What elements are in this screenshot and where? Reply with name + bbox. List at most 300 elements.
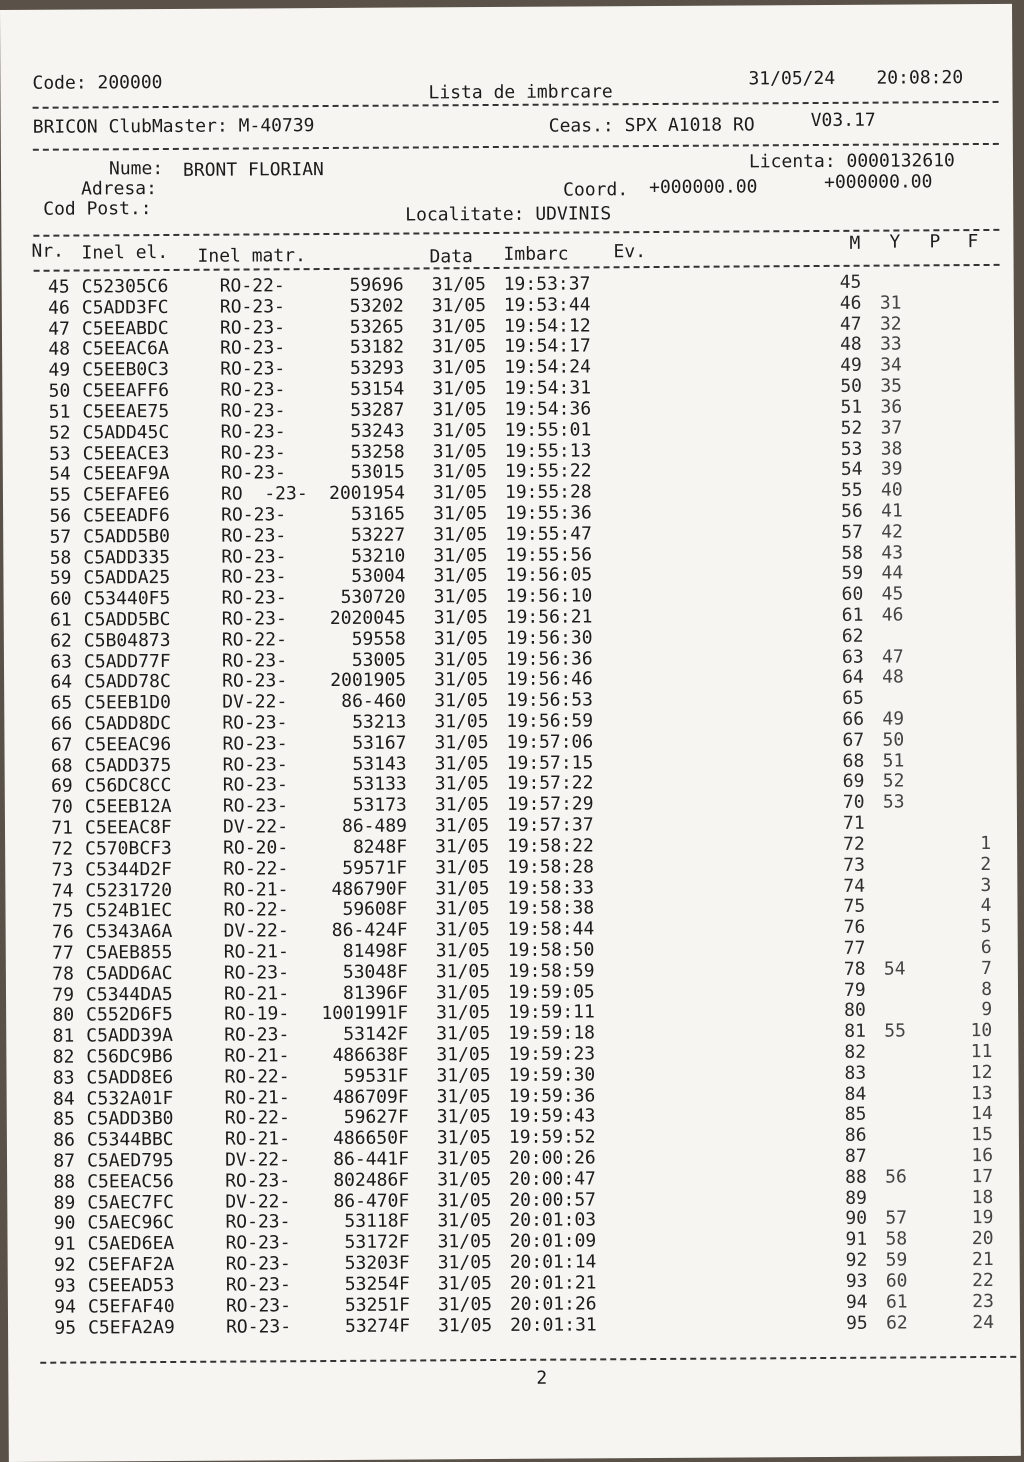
cell-nr: 47 <box>48 318 71 340</box>
cell-pre: RO-23- <box>220 379 286 401</box>
cell-el: C5B04873 <box>83 629 171 652</box>
col-header-f: F <box>967 231 979 253</box>
cell-num: 53254F <box>344 1273 410 1295</box>
cell-m: 90 <box>845 1208 868 1230</box>
cell-el: C5AED6EA <box>87 1233 175 1255</box>
cell-date: 31/05 <box>432 336 487 358</box>
cell-nr: 79 <box>52 984 75 1006</box>
cell-y: 38 <box>880 437 903 460</box>
cell-el: C5EEABDC <box>81 317 169 340</box>
cell-time: 19:53:44 <box>503 294 591 316</box>
cell-m: 93 <box>845 1270 868 1292</box>
cell-pre: RO-23- <box>220 441 286 464</box>
cell-nr: 90 <box>53 1212 76 1235</box>
cell-time: 19:57:22 <box>506 772 594 795</box>
cell-f: 4 <box>980 895 992 917</box>
cell-date: 31/05 <box>435 981 491 1003</box>
cell-f: 24 <box>972 1311 995 1333</box>
cell-pre: RO-21- <box>224 1045 290 1067</box>
cell-num: 802486F <box>333 1169 410 1191</box>
cell-nr: 72 <box>51 838 74 860</box>
cell-time: 19:55:28 <box>504 481 592 504</box>
cell-y: 43 <box>881 541 904 564</box>
cell-nr: 73 <box>51 859 74 881</box>
cell-y: 51 <box>882 750 905 772</box>
cell-date: 31/05 <box>434 731 489 754</box>
cell-date: 31/05 <box>437 1231 492 1253</box>
cell-m: 49 <box>840 354 862 377</box>
cell-time: 19:54:36 <box>504 398 592 420</box>
cell-pre: RO-23- <box>219 296 285 318</box>
cell-date: 31/05 <box>437 1272 493 1295</box>
cell-date: 31/05 <box>433 565 488 587</box>
cell-date: 31/05 <box>432 357 487 379</box>
cell-num: 53213 <box>352 711 407 733</box>
cell-time: 19:59:18 <box>508 1022 596 1045</box>
cell-pre: RO-22- <box>224 1107 290 1130</box>
cell-pre: RO-22- <box>223 857 289 880</box>
cell-num: 2020045 <box>329 607 406 629</box>
cell-nr: 54 <box>49 463 71 486</box>
cell-nr: 93 <box>54 1275 76 1297</box>
cell-el: C5EEAC8F <box>84 817 172 839</box>
cell-m: 67 <box>842 729 865 751</box>
cell-el: C5ADD3FC <box>81 296 169 319</box>
cell-date: 31/05 <box>432 440 487 462</box>
cell-num: 53265 <box>349 316 405 338</box>
cell-nr: 70 <box>51 796 73 818</box>
owner-name: BRONT FLORIAN <box>182 159 324 181</box>
cell-date: 31/05 <box>435 939 491 962</box>
cell-nr: 95 <box>54 1317 77 1339</box>
cell-num: 86-489 <box>341 815 408 838</box>
cell-pre: RO-23- <box>225 1170 291 1192</box>
cell-nr: 64 <box>50 671 73 694</box>
cell-num: 53015 <box>350 461 405 484</box>
cell-date: 31/05 <box>432 461 488 483</box>
cell-pre: RO-20- <box>223 837 289 859</box>
cell-num: 53004 <box>351 565 406 588</box>
cell-date: 31/05 <box>434 773 489 795</box>
cell-y: 53 <box>882 791 905 813</box>
col-header-data: Data <box>429 246 473 268</box>
cell-date: 31/05 <box>437 1168 492 1191</box>
cell-date: 31/05 <box>434 690 489 712</box>
cell-el: C570BCF3 <box>85 837 172 860</box>
cell-el: C5ADDA25 <box>83 567 171 589</box>
cell-el: C5EFAF40 <box>87 1295 175 1318</box>
cell-y: 35 <box>880 375 903 397</box>
cell-pre: RO-23- <box>221 566 287 588</box>
cell-m: 57 <box>841 521 863 543</box>
cell-date: 31/05 <box>436 1064 491 1087</box>
cell-y: 32 <box>879 313 902 335</box>
cell-nr: 69 <box>50 775 73 798</box>
cell-el: C5EEAC56 <box>87 1170 174 1193</box>
cell-time: 19:56:30 <box>505 627 593 649</box>
cell-time: 19:59:36 <box>508 1084 596 1107</box>
cell-nr: 58 <box>49 547 72 569</box>
cell-f: 16 <box>971 1144 994 1167</box>
cell-pre: RO-22- <box>219 275 285 297</box>
cell-date: 31/05 <box>433 627 489 650</box>
cell-date: 31/05 <box>435 919 490 941</box>
cell-f: 23 <box>972 1290 994 1312</box>
cell-num: 59558 <box>351 628 406 650</box>
cell-el: C5ADD335 <box>83 546 171 569</box>
cell-y: 49 <box>882 708 905 730</box>
cell-time: 19:58:59 <box>507 960 595 982</box>
cell-m: 52 <box>840 417 863 439</box>
cell-m: 77 <box>843 937 866 959</box>
cell-y: 61 <box>885 1291 908 1313</box>
cell-pre: RO-23- <box>225 1211 291 1234</box>
cell-date: 31/05 <box>437 1189 492 1211</box>
cell-m: 68 <box>842 750 865 772</box>
cell-time: 19:59:43 <box>508 1105 596 1128</box>
cell-nr: 76 <box>51 921 74 943</box>
cell-num: 59608F <box>342 898 408 921</box>
cell-time: 19:57:29 <box>506 793 594 816</box>
cell-time: 20:01:09 <box>509 1230 597 1253</box>
cell-el: C5ADD77F <box>83 650 171 673</box>
cell-date: 31/05 <box>437 1210 492 1232</box>
cell-y: 52 <box>882 770 905 793</box>
cell-pre: RO-23- <box>220 358 286 380</box>
cell-f: 9 <box>981 999 993 1021</box>
cell-time: 19:56:46 <box>506 668 593 691</box>
cell-el: C5AEC7FC <box>87 1191 175 1214</box>
cell-el: C5AED795 <box>86 1149 174 1172</box>
cell-time: 19:58:28 <box>507 856 595 878</box>
cell-num: 59571F <box>342 857 408 879</box>
cell-m: 55 <box>840 479 863 501</box>
cell-y: 60 <box>885 1270 908 1292</box>
coord-y: +000000.00 <box>824 171 933 193</box>
version-label: V03.17 <box>810 109 876 132</box>
cell-time: 19:59:05 <box>507 980 595 1003</box>
cell-el: C5EEAD53 <box>87 1274 175 1297</box>
cell-num: 53258 <box>350 441 405 463</box>
cell-date: 31/05 <box>432 482 488 504</box>
col-header-p: P <box>929 231 941 253</box>
cell-pre: DV-22- <box>224 1149 291 1171</box>
cell-f: 17 <box>971 1165 994 1187</box>
cell-num: 53048F <box>342 961 408 983</box>
cell-pre: RO-23- <box>222 733 288 755</box>
name-label: Nume: <box>108 158 164 180</box>
cell-m: 85 <box>844 1104 867 1126</box>
cell-y: 56 <box>885 1166 907 1188</box>
divider <box>34 264 1000 272</box>
col-header-inel-matr: Inel matr. <box>197 245 306 267</box>
cell-date: 31/05 <box>434 752 489 774</box>
cell-num: 53154 <box>350 378 405 400</box>
cell-y: 33 <box>879 333 902 356</box>
cell-time: 20:00:26 <box>508 1147 596 1169</box>
cell-el: C552D6F5 <box>86 1004 173 1026</box>
cell-num: 81498F <box>342 940 408 962</box>
cell-el: C5ADD375 <box>84 754 172 777</box>
cell-date: 31/05 <box>433 544 488 566</box>
cell-num: 53142F <box>343 1023 409 1046</box>
cell-time: 19:59:11 <box>508 1001 595 1024</box>
cell-m: 69 <box>842 771 865 793</box>
cell-date: 31/05 <box>436 1148 492 1170</box>
cell-nr: 74 <box>51 880 74 902</box>
cell-m: 53 <box>840 438 863 460</box>
cell-date: 31/05 <box>433 607 488 629</box>
cell-m: 48 <box>839 334 862 356</box>
cell-f: 1 <box>980 832 992 854</box>
cell-num: 53173 <box>352 794 407 817</box>
cell-el: C5EEB1D0 <box>84 692 172 714</box>
cell-nr: 77 <box>52 942 74 964</box>
cell-el: C5343A6A <box>85 921 173 943</box>
cell-y: 57 <box>885 1207 908 1230</box>
cell-m: 54 <box>840 459 863 481</box>
cell-f: 6 <box>980 936 992 958</box>
cell-nr: 92 <box>53 1254 76 1276</box>
cell-nr: 81 <box>52 1025 75 1047</box>
cell-el: C524B1EC <box>85 900 173 922</box>
cell-time: 20:01:14 <box>509 1251 597 1274</box>
cell-pre: RO-21- <box>223 941 289 963</box>
cell-y: 34 <box>880 354 902 376</box>
cell-nr: 78 <box>52 963 74 985</box>
cell-num: 53005 <box>351 649 407 671</box>
cell-el: C56DC8CC <box>84 775 172 797</box>
cell-num: 53210 <box>351 545 406 567</box>
cell-el: C5ADD78C <box>84 671 171 693</box>
cell-el: C5EEB12A <box>84 796 172 818</box>
cell-el: C5ADD5BC <box>83 608 171 631</box>
cell-num: 86-424F <box>331 919 408 942</box>
cell-el: C5231720 <box>85 879 173 901</box>
cell-pre: RO-23- <box>221 608 287 630</box>
cell-date: 31/05 <box>432 378 487 400</box>
cell-time: 19:59:23 <box>508 1043 596 1065</box>
cell-nr: 83 <box>52 1067 75 1089</box>
cell-f: 14 <box>971 1103 993 1125</box>
cell-pre: RO-23- <box>221 504 287 526</box>
cell-nr: 94 <box>54 1296 76 1318</box>
cell-y: 42 <box>881 521 903 543</box>
cell-y: 41 <box>881 500 903 522</box>
cell-date: 31/05 <box>436 1085 491 1107</box>
cell-m: 64 <box>842 667 864 689</box>
cell-pre: DV-22- <box>222 691 288 713</box>
cell-m: 71 <box>842 812 865 834</box>
cell-nr: 87 <box>53 1150 76 1172</box>
cell-time: 19:56:10 <box>505 585 593 608</box>
cell-m: 56 <box>841 500 863 522</box>
cell-nr: 80 <box>52 1004 75 1027</box>
cell-num: 53182 <box>349 336 405 359</box>
postcode-label: Cod Post.: <box>43 198 152 220</box>
cell-nr: 57 <box>49 526 72 548</box>
cell-m: 88 <box>845 1166 867 1188</box>
cell-nr: 49 <box>48 359 71 381</box>
cell-time: 19:56:59 <box>506 710 594 732</box>
cell-pre: RO-23- <box>221 524 287 547</box>
cell-num: 486790F <box>331 878 408 900</box>
cell-pre: RO-21- <box>224 1086 290 1109</box>
cell-nr: 85 <box>53 1108 75 1131</box>
cell-time: 20:01:21 <box>509 1272 597 1294</box>
cell-nr: 51 <box>48 401 71 423</box>
cell-f: 2 <box>980 853 992 875</box>
col-header-y: Y <box>889 231 901 253</box>
cell-time: 19:58:50 <box>507 939 595 961</box>
cell-date: 31/05 <box>435 835 490 858</box>
cell-pre: RO-23- <box>224 1024 290 1046</box>
cell-num: 53167 <box>352 732 407 754</box>
cell-m: 83 <box>844 1062 867 1084</box>
cell-m: 75 <box>843 896 866 918</box>
cell-el: C5AEB855 <box>85 941 173 964</box>
cell-m: 76 <box>843 916 866 938</box>
coord-x: +000000.00 <box>649 176 758 199</box>
cell-time: 19:54:24 <box>504 356 591 379</box>
divider <box>33 143 999 151</box>
cell-pre: RO-23- <box>219 316 286 339</box>
cell-pre: RO-23- <box>220 400 286 422</box>
cell-pre: RO-23- <box>220 420 286 443</box>
cell-date: 31/05 <box>437 1314 493 1336</box>
cell-nr: 68 <box>50 755 73 777</box>
cell-y: 54 <box>883 958 906 980</box>
cell-el: C5EFAFE6 <box>82 484 170 506</box>
cell-time: 19:56:05 <box>505 564 593 587</box>
cell-f: 21 <box>971 1249 994 1271</box>
cell-m: 92 <box>845 1249 868 1271</box>
cell-time: 19:58:33 <box>507 876 595 899</box>
col-header-m: M <box>849 232 861 254</box>
cell-num: 53143 <box>352 753 407 775</box>
cell-el: C5EEAE75 <box>82 400 170 423</box>
cell-m: 47 <box>839 313 862 335</box>
cell-num: 2001905 <box>330 669 407 692</box>
cell-el: C5EEADF6 <box>83 504 170 527</box>
cell-date: 31/05 <box>434 794 490 816</box>
divider <box>40 1356 1016 1364</box>
cell-date: 31/05 <box>431 294 487 317</box>
cell-time: 19:57:06 <box>506 731 594 753</box>
cell-time: 19:58:22 <box>507 835 594 857</box>
cell-nr: 53 <box>48 443 71 465</box>
cell-f: 10 <box>970 1020 993 1042</box>
cell-num: 53293 <box>349 357 405 380</box>
cell-nr: 45 <box>47 276 70 298</box>
page-number: 2 <box>536 1367 548 1389</box>
cell-m: 61 <box>841 604 864 626</box>
cell-num: 53172F <box>344 1231 410 1254</box>
cell-nr: 61 <box>49 609 72 631</box>
cell-num: 8248F <box>352 836 408 858</box>
cell-y: 31 <box>879 292 902 314</box>
cell-pre: RO-23- <box>222 795 288 817</box>
cell-pre: RO-23- <box>225 1253 291 1275</box>
cell-el: C5344DA5 <box>85 983 173 1005</box>
printout-page <box>0 4 1021 1462</box>
cell-el: C5EEAFF6 <box>82 380 170 402</box>
cell-m: 63 <box>841 646 864 668</box>
cell-pre: RO-23- <box>221 545 287 568</box>
cell-date: 31/05 <box>431 274 486 296</box>
cell-m: 82 <box>844 1041 867 1063</box>
cell-m: 94 <box>845 1291 868 1313</box>
cell-num: 53251F <box>344 1294 410 1316</box>
cell-date: 31/05 <box>436 1127 492 1149</box>
cell-num: 53202 <box>349 295 404 317</box>
cell-date: 31/05 <box>432 419 487 442</box>
cell-date: 31/05 <box>437 1252 492 1274</box>
cell-y: 58 <box>885 1228 908 1250</box>
cell-time: 19:56:36 <box>505 647 593 670</box>
cell-time: 19:54:17 <box>504 335 591 358</box>
col-header-nr: Nr. <box>31 240 65 262</box>
col-header-inel-el: Inel el. <box>81 241 169 264</box>
cell-nr: 63 <box>50 651 73 673</box>
cell-num: 53203F <box>344 1252 410 1275</box>
cell-el: C52305C6 <box>81 275 169 298</box>
cell-time: 19:56:21 <box>505 606 593 628</box>
cell-f: 3 <box>980 874 992 896</box>
cell-num: 530720 <box>340 586 406 609</box>
clock-label: Ceas.: SPX A1018 RO <box>548 114 755 137</box>
cell-num: 53287 <box>350 399 405 421</box>
cell-el: C5ADD5B0 <box>83 525 170 548</box>
cell-pre: RO-23- <box>225 1274 291 1296</box>
cell-num: 86-441F <box>333 1148 410 1170</box>
print-date: 31/05/24 <box>748 67 836 90</box>
cell-m: 81 <box>844 1020 867 1043</box>
cell-pre: RO-23- <box>222 774 288 797</box>
cell-f: 20 <box>971 1228 994 1250</box>
cell-m: 86 <box>844 1124 867 1147</box>
cell-el: C5344D2F <box>85 858 173 881</box>
cell-el: C5EEB0C3 <box>82 359 169 381</box>
cell-nr: 86 <box>53 1129 75 1151</box>
code-label: Code: 200000 <box>32 72 163 94</box>
cell-time: 19:55:22 <box>504 460 592 483</box>
cell-el: C5ADD8E6 <box>86 1066 174 1089</box>
cell-num: 53118F <box>344 1210 410 1233</box>
cell-pre: RO-22- <box>223 899 289 921</box>
cell-date: 31/05 <box>435 877 490 899</box>
cell-pre: RO-23- <box>225 1294 292 1317</box>
cell-y: 48 <box>882 666 904 689</box>
cell-time: 19:55:13 <box>504 439 592 462</box>
cell-time: 19:59:30 <box>508 1064 596 1086</box>
cell-date: 31/05 <box>434 669 489 691</box>
cell-m: 72 <box>843 833 865 855</box>
cell-m: 89 <box>845 1187 868 1209</box>
cell-m: 45 <box>839 271 862 293</box>
cell-el: C5344BBC <box>86 1129 174 1151</box>
cell-f: 11 <box>970 1040 993 1063</box>
cell-pre: RO-23- <box>222 670 288 693</box>
cell-num: 486650F <box>332 1127 409 1150</box>
cell-nr: 52 <box>48 422 71 444</box>
cell-num: 81396F <box>342 982 409 1004</box>
cell-pre: RO-23- <box>222 712 288 734</box>
cell-time: 19:54:12 <box>503 314 591 337</box>
cell-m: 95 <box>845 1312 868 1334</box>
cell-y: 47 <box>881 646 904 668</box>
cell-pre: RO-23- <box>222 753 288 776</box>
